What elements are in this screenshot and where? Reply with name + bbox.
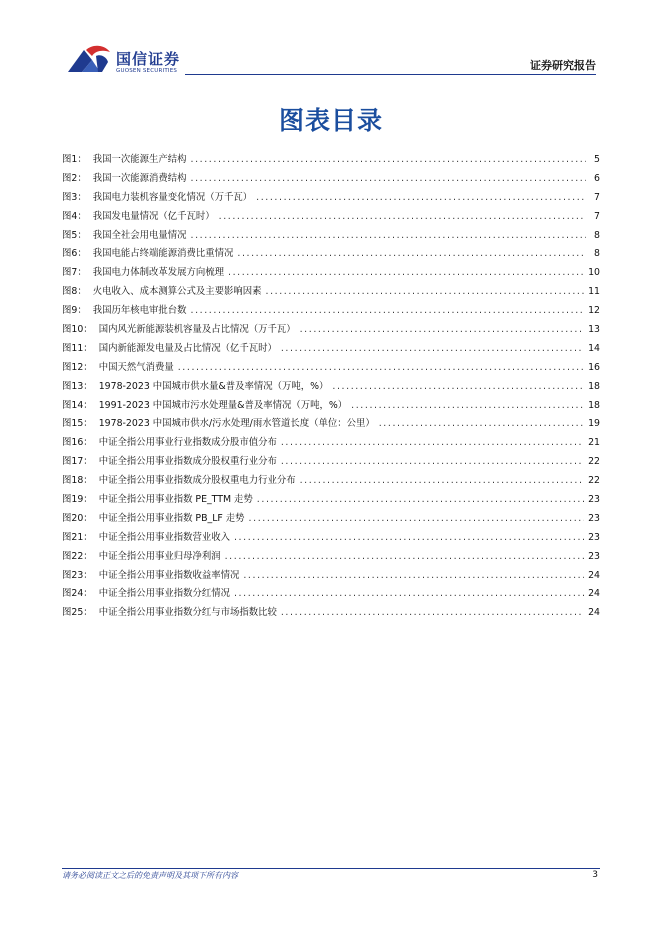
toc-dot-leader [228, 264, 584, 283]
toc-entry[interactable] [62, 397, 600, 416]
toc-entry-title: 我国电力体制改革发展方向梳理 [92, 267, 224, 279]
toc-dot-leader [265, 283, 584, 302]
company-logo [66, 42, 186, 82]
toc-entry-title: 中证全指公用事业指数收益率情况 [98, 569, 240, 581]
toc-entry-number: 图18： [62, 475, 93, 487]
toc-entry-number: 图14： [62, 399, 93, 411]
toc-entry-page: 23 [588, 512, 600, 524]
toc-entry-number: 图25： [62, 607, 93, 619]
toc-entry-page: 7 [594, 191, 600, 203]
toc-entry[interactable] [62, 264, 600, 283]
toc-entry-page: 19 [588, 418, 600, 430]
toc-entry-number: 图5： [62, 229, 87, 241]
toc-entry-title: 火电收入、成本测算公式及主要影响因素 [92, 286, 262, 298]
toc-entry[interactable] [62, 283, 600, 302]
toc-entry[interactable] [62, 340, 600, 359]
toc-entry[interactable] [62, 453, 600, 472]
toc-dot-leader [190, 170, 586, 189]
toc-entry-page: 5 [594, 154, 600, 165]
toc-entry-title: 我国发电量情况（亿千瓦时） [92, 210, 215, 222]
toc-entry-page: 16 [588, 361, 600, 373]
toc-entry-page: 12 [588, 305, 600, 317]
toc-entry-title: 中证全指公用事业指数成分股权重电力行业分布 [98, 475, 296, 487]
toc-entry-number: 图2： [62, 172, 87, 184]
toc-entry-page: 11 [588, 286, 600, 298]
toc-entry-page: 21 [588, 437, 600, 449]
toc-dot-leader [281, 434, 584, 453]
toc-entry-number: 图17： [62, 456, 93, 468]
toc-entry[interactable] [62, 227, 600, 246]
toc-dot-leader [190, 302, 584, 321]
toc-dot-leader [234, 585, 584, 604]
toc-entry[interactable] [62, 510, 600, 529]
toc-entry-title: 国内风光新能源装机容量及占比情况（万千瓦） [98, 324, 296, 336]
toc-entry[interactable] [62, 548, 600, 567]
toc-dot-leader [234, 529, 584, 548]
toc-entry[interactable] [62, 585, 600, 604]
toc-entry-number: 图13： [62, 380, 93, 392]
toc-entry-number: 图6： [62, 248, 87, 260]
toc-dot-leader [281, 604, 584, 623]
toc-entry-title: 国内新能源发电量及占比情况（亿千瓦时） [98, 342, 277, 354]
toc-entry-title: 中证全指公用事业指数成分股权重行业分布 [98, 456, 277, 468]
toc-entry-title: 中国天然气消费量 [98, 361, 174, 373]
toc-entry-number: 图24： [62, 588, 93, 600]
toc-dot-leader [178, 359, 584, 378]
toc-entry-number: 图23： [62, 569, 93, 581]
toc-dot-leader [257, 491, 584, 510]
toc-entry[interactable] [62, 529, 600, 548]
toc-entry-number: 图11： [62, 342, 93, 354]
toc-entry-page: 24 [588, 607, 600, 619]
disclaimer-note: 请务必阅读正文之后的免责声明及其项下所有内容 [62, 871, 238, 880]
footer-divider [62, 868, 600, 869]
toc-entry-page: 22 [588, 456, 600, 468]
toc-entry-page: 7 [594, 210, 600, 222]
toc-entry-title: 1978-2023 中国城市供水量&普及率情况（万吨，%） [98, 380, 329, 392]
toc-entry-title: 我国电力装机容量变化情况（万千瓦） [92, 191, 253, 203]
toc-entry-page: 23 [588, 531, 600, 543]
toc-entry-number: 图21： [62, 531, 93, 543]
header-divider [185, 74, 596, 75]
toc-entry-number: 图9： [62, 305, 87, 317]
toc-entry[interactable] [62, 604, 600, 623]
toc-dot-leader [237, 245, 586, 264]
toc-entry-page: 10 [588, 267, 600, 279]
toc-entry[interactable] [62, 472, 600, 491]
toc-dot-leader [332, 378, 584, 397]
toc-entry-number: 图19： [62, 494, 93, 506]
toc-entry-title: 中证全指公用事业指数 PB_LF 走势 [98, 512, 245, 524]
toc-dot-leader [300, 472, 584, 491]
toc-entry-page: 13 [588, 324, 600, 336]
toc-dot-leader [190, 227, 586, 246]
toc-entry-title: 中证全指公用事业指数 PE_TTM 走势 [98, 494, 253, 506]
toc-entry-title: 中证全指公用事业指数分红情况 [98, 588, 230, 600]
toc-dot-leader [243, 567, 584, 586]
toc-entry[interactable] [62, 208, 600, 227]
toc-entry[interactable] [62, 491, 600, 510]
toc-entry-page: 8 [594, 248, 600, 260]
toc-entry-title: 1991-2023 中国城市污水处理量&普及率情况（万吨，%） [98, 399, 348, 411]
toc-entry-page: 18 [588, 380, 600, 392]
toc-entry[interactable] [62, 378, 600, 397]
toc-entry[interactable] [62, 359, 600, 378]
toc-entry-title: 中证全指公用事业指数分红与市场指数比较 [98, 607, 277, 619]
toc-entry-title: 中证全指公用事业指数营业收入 [98, 531, 230, 543]
toc-entry[interactable] [62, 245, 600, 264]
toc-dot-leader [281, 340, 584, 359]
toc-dot-leader [190, 151, 586, 170]
toc-entry-page: 8 [594, 229, 600, 241]
toc-entry[interactable] [62, 170, 600, 189]
toc-entry-number: 图16： [62, 437, 93, 449]
toc-entry-number: 图1： [62, 154, 87, 165]
logo-text-en: GUOSEN SECURITIES [116, 68, 178, 74]
toc-entry-number: 图22： [62, 550, 93, 562]
toc-entry-number: 图4： [62, 210, 87, 222]
toc-dot-leader [281, 453, 584, 472]
toc-entry-number: 图12： [62, 361, 93, 373]
toc-entry-page: 18 [588, 399, 600, 411]
toc-dot-leader [225, 548, 584, 567]
toc-entry-page: 24 [588, 588, 600, 600]
toc-entry-number: 图3： [62, 191, 87, 203]
toc-entry-title: 我国电能占终端能源消费比重情况 [92, 248, 234, 260]
page-header [0, 0, 662, 80]
toc-entry[interactable] [62, 567, 600, 586]
page-number: 3 [592, 870, 598, 880]
toc-entry[interactable] [62, 302, 600, 321]
toc-entry-number: 图20： [62, 512, 93, 524]
toc-dot-leader [256, 189, 586, 208]
toc-entry-number: 图10： [62, 324, 93, 336]
logo-text-cn: 国信证券 [116, 50, 181, 68]
toc-entry[interactable] [62, 151, 600, 170]
report-type-label: 证券研究报告 [530, 59, 596, 72]
toc-entry-number: 图7： [62, 267, 87, 279]
toc-dot-leader [379, 415, 584, 434]
toc-dot-leader [300, 321, 584, 340]
toc-entry-title: 我国一次能源消费结构 [92, 172, 187, 184]
page-title: 图表目录 [278, 106, 383, 135]
toc-entry-title: 中证全指公用事业行业指数成分股市值分布 [98, 437, 277, 449]
toc-dot-leader [219, 208, 586, 227]
toc-entry-page: 24 [588, 569, 600, 581]
toc-entry-page: 22 [588, 475, 600, 487]
toc-entry-number: 图15： [62, 418, 93, 430]
toc-entry-title: 1978-2023 中国城市供水/污水处理/雨水管道长度（单位：公里） [98, 418, 375, 430]
guosen-logo-icon [66, 42, 112, 76]
toc-dot-leader [249, 510, 585, 529]
toc-entry-page: 14 [588, 342, 600, 354]
toc-entry-number: 图8： [62, 286, 87, 298]
toc-entry-title: 我国全社会用电量情况 [92, 229, 187, 241]
toc-entry[interactable] [62, 415, 600, 434]
toc-entry[interactable] [62, 189, 600, 208]
figure-toc-list [62, 151, 600, 623]
toc-entry-page: 6 [594, 172, 600, 184]
toc-entry-page: 23 [588, 494, 600, 506]
toc-entry-title: 我国一次能源生产结构 [92, 154, 187, 165]
toc-entry[interactable] [62, 321, 600, 340]
toc-entry-title: 我国历年核电审批台数 [92, 305, 187, 317]
toc-entry-page: 23 [588, 550, 600, 562]
toc-dot-leader [351, 397, 584, 416]
toc-entry[interactable] [62, 434, 600, 453]
toc-entry-title: 中证全指公用事业归母净利润 [98, 550, 221, 562]
